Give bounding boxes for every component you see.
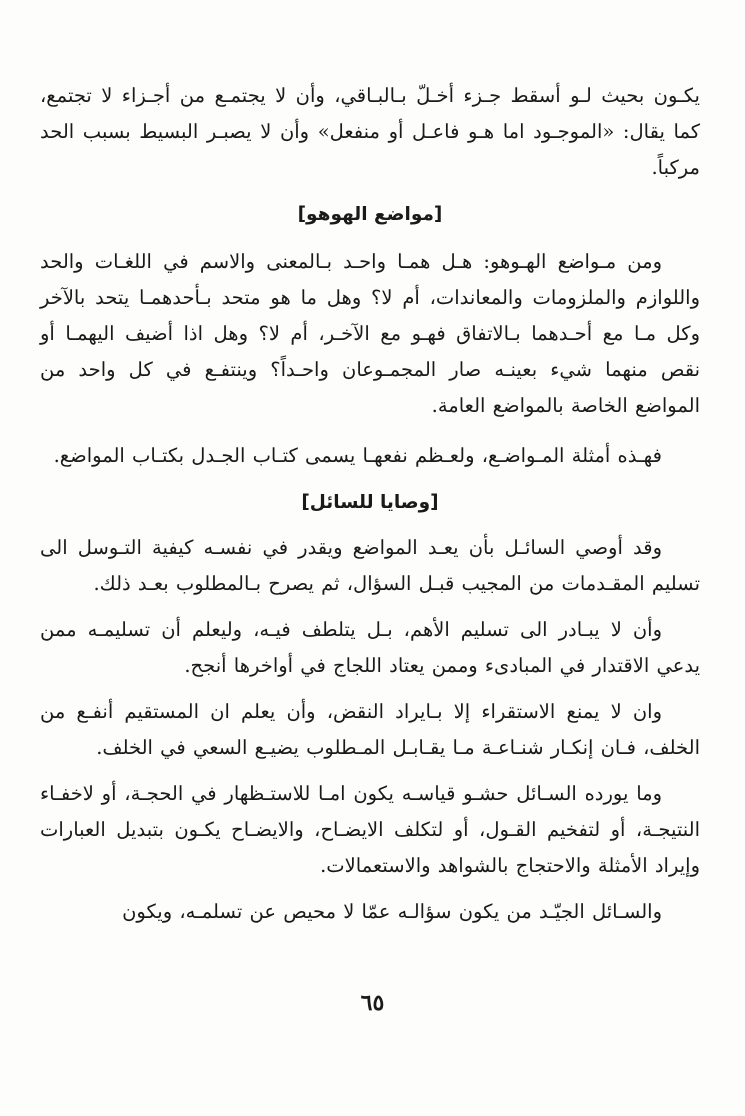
paragraph-advice-2: وأن لا يبـادر الى تسليم الأهم، بـل يتلطف فيـه، وليعلم أن تسليمـه ممن يدعي الاقتدار في المبادىء وممن يعتاد اللجاج في أواخرها أنجح. [40, 618, 700, 677]
paragraph-continuation: يكـون بحيث لـو أسقط جـزء أخـلّ بـالبـاقي، وأن لا يجتمـع من أجـزاء لا تجتمع، كما يقال: «الموجـود اما هـو فاعـل أو منفعل» وأن لا يصبـر البسيط بسبب الحد مركباً. [40, 84, 700, 179]
paragraph-advice-1: وقد أوصي السائـل بأن يعـد المواضع ويقدر في نفسـه كيفية التـوسل الى تسليم المقـدمات من المجيب قبـل السؤال، ثم يصرح بـالمطلوب بعـد ذلك. [40, 536, 700, 595]
page-number: ٦٥ [360, 990, 385, 1016]
paragraph-advice-4: وما يورده السـائل حشـو قياسـه يكون امـا للاستـظهار في الحجـة، أو لاخفـاء النتيجـة، أو لتفخيم القـول، أو لتكلف الايضـاح، والايضـاح يكـون بتبديل العبارات وإيراد الأمثلة والاحتجاج بالشواهد والاستعمالات. [40, 782, 700, 877]
paragraph-examples: فهـذه أمثلة المـواضـع، ولعـظم نفعهـا يسمى كتـاب الجـدل بكتـاب المواضع. [53, 444, 662, 467]
paragraph-advice-5: والسـائل الجيّـد من يكون سؤالـه عمّا لا محيص عن تسلمـه، ويكون [122, 900, 662, 923]
paragraph-hawhaw-places: ومن مـواضع الهـوهو: هـل همـا واحـد بـالمعنى والاسم في اللغـات والحد واللوازم والملزومات والمعاندات، أم لا؟ وهل ما هو متحد بـأحدهمـا يتحد بالآخر وكل مـا مع أحـدهما بـالاتفاق فهـو مع الآخـر، أم لا؟ وهل اذا أضيف اليهمـا أو نقص منهما شيء بعينـه صار المجمـوعان واحـداً؟ وينتفـع في كل واحد من المواضع الخاصة بالمواضع العامة. [40, 250, 700, 417]
paragraph-advice-3: وان لا يمنع الاستقراء إلا بـايراد النقض، وأن يعلم ان المستقيم أنفـع من الخلف، فـان إنكـار شنـاعـة مـا يقـابـل المـطلوب يضيـع السعي في الخلف. [40, 700, 700, 759]
section-heading-advice: [وصايا للسائل] [301, 492, 439, 513]
section-heading-hawhaw: [مواضع الهوهو] [297, 204, 443, 225]
